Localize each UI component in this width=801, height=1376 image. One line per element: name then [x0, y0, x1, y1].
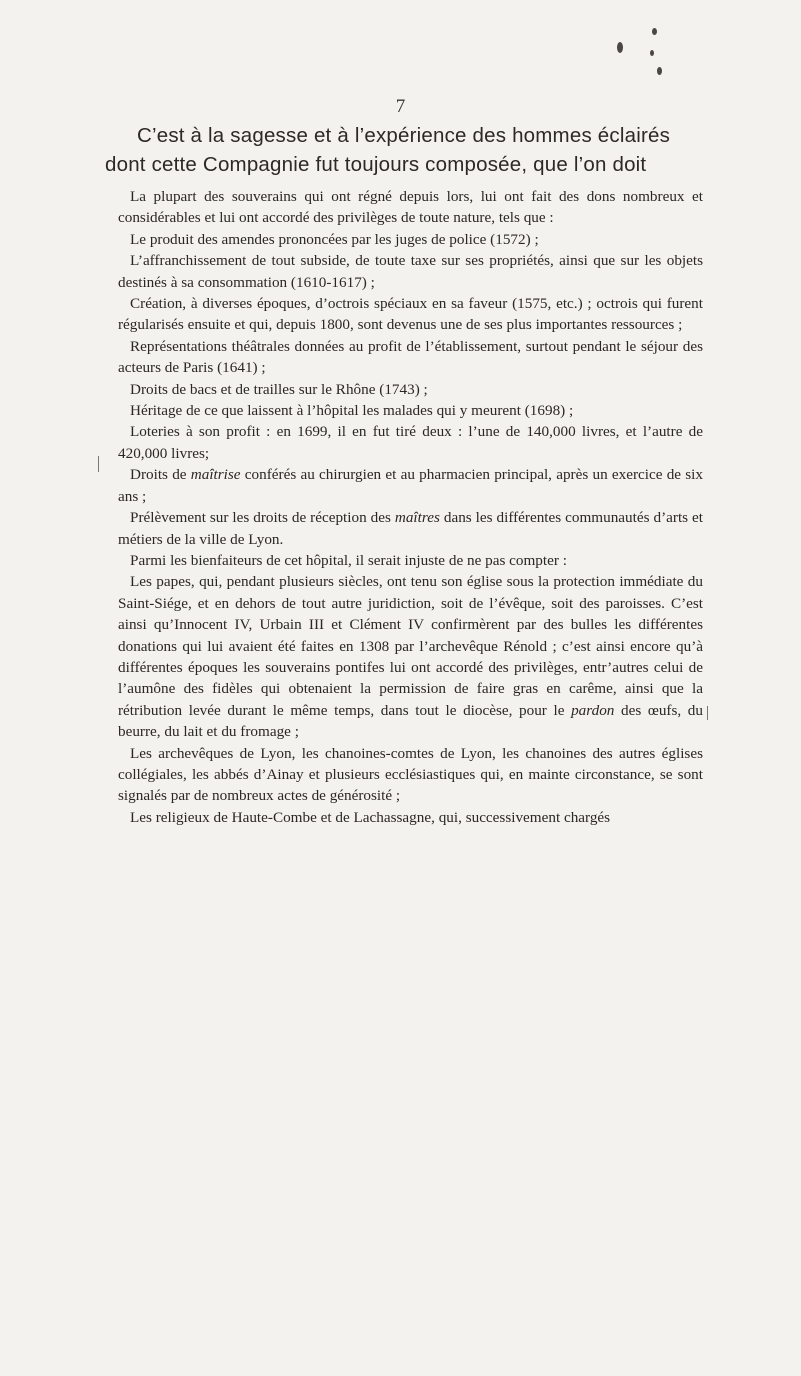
paragraph-maitres — [118, 507, 703, 550]
paragraph-archeveques: Les archevêques de Lyon, les chanoines-comtes de Lyon, les chanoines des autres églises collégiales, les abbés d’Ainay et plusieurs ecclésiastiques qui, en mainte circonstance, se sont signalés par de nombreux actes de générosité ; — [118, 744, 703, 805]
lead-line-2: dont cette Compagnie fut toujours composée, que l’on doit — [105, 153, 647, 176]
italic-term: pardon — [571, 701, 615, 719]
page-number: 7 — [395, 96, 406, 117]
lead-line-1: C’est à la sagesse et à l’expérience des hommes éclairés — [136, 124, 671, 147]
paragraph-bacs: Droits de bacs et de trailles sur le Rhône (1743) ; — [130, 380, 428, 398]
paragraph-affranchissement: L’affranchissement de tout subside, de toute taxe sur ses propriétés, ainsi que sur les objets destinés à sa consommation (1610-1617) ; — [118, 252, 703, 291]
text-run: dans les différentes communautés d’arts et métiers de la ville de Lyon. — [118, 509, 704, 548]
text-run: conférés au chirurgien et au pharmacien principal, après un exercice de six ans ; — [118, 466, 703, 505]
paragraph-religieux: Les religieux de Haute-Combe et de Lachassagne, qui, successivement chargés — [130, 808, 611, 826]
ink-spot — [657, 67, 662, 75]
ink-spot — [617, 42, 623, 53]
italic-term: maîtrise — [190, 466, 241, 484]
ink-spot — [652, 28, 657, 35]
text-run: des œufs, du beurre, du lait et du fromage ; — [118, 701, 703, 741]
ink-spot — [650, 50, 654, 56]
paragraph-loteries: Loteries à son profit : en 1699, il en fut tiré deux : l’une de 140,000 livres, et l’autre de 420,000 livres; — [118, 423, 703, 462]
body-text — [118, 186, 703, 828]
italic-term: maîtres — [394, 509, 440, 527]
margin-mark — [707, 706, 708, 720]
paragraph-papes — [118, 571, 703, 742]
paragraph-octrois: Création, à diverses époques, d’octrois spéciaux en sa faveur (1575, etc.) ; octrois qui furent régularisés ensuite et qui, depuis 1800, sont devenus une de ses plus importantes ressources ; — [118, 295, 703, 334]
text-run: Droits de — [130, 466, 191, 484]
paragraph-representations: Représentations théâtrales données au profit de l’établissement, surtout pendant le séjour des acteurs de Paris (1641) ; — [118, 337, 703, 377]
margin-mark — [98, 456, 99, 472]
lead-sentence — [105, 121, 702, 179]
paragraph-maitrise — [118, 464, 703, 507]
paragraph-heritage: Héritage de ce que laissent à l’hôpital les malades qui y meurent (1698) ; — [130, 402, 574, 420]
paragraph-parmi: Parmi les bienfaiteurs de cet hôpital, il serait injuste de ne pas compter : — [130, 551, 567, 569]
paragraph-amendes: Le produit des amendes prononcées par les juges de police (1572) ; — [130, 230, 539, 248]
paragraph-souverains: La plupart des souverains qui ont régné depuis lors, lui ont fait des dons nombreux et considérables et lui ont accordé des privilèges de toute nature, tels que : — [118, 188, 703, 227]
text-run: Les papes, qui, pendant plusieurs siècles, ont tenu son église sous la protection immédiate du Saint-Siége, et en dehors de tout autre juridiction, soit de l’évêque, soit des paroisses. C’est ainsi qu’Innocent IV, Urbain III et Clément IV confirmèrent par des bulles les différentes donations qui lui avaient été faites en 1308 par l’archevêque Rénold ; c’est ainsi encore qu’à différentes époques les souverains pontifes lui ont accordé des privilèges, entr’autres celui de l’aumône des fidèles qui obtenaient la permission de faire gras en carême, ainsi que la rétribution levée durant le même temps, dans tout le diocèse, pour le — [118, 573, 703, 719]
text-run: Prélèvement sur les droits de réception des — [130, 509, 395, 527]
